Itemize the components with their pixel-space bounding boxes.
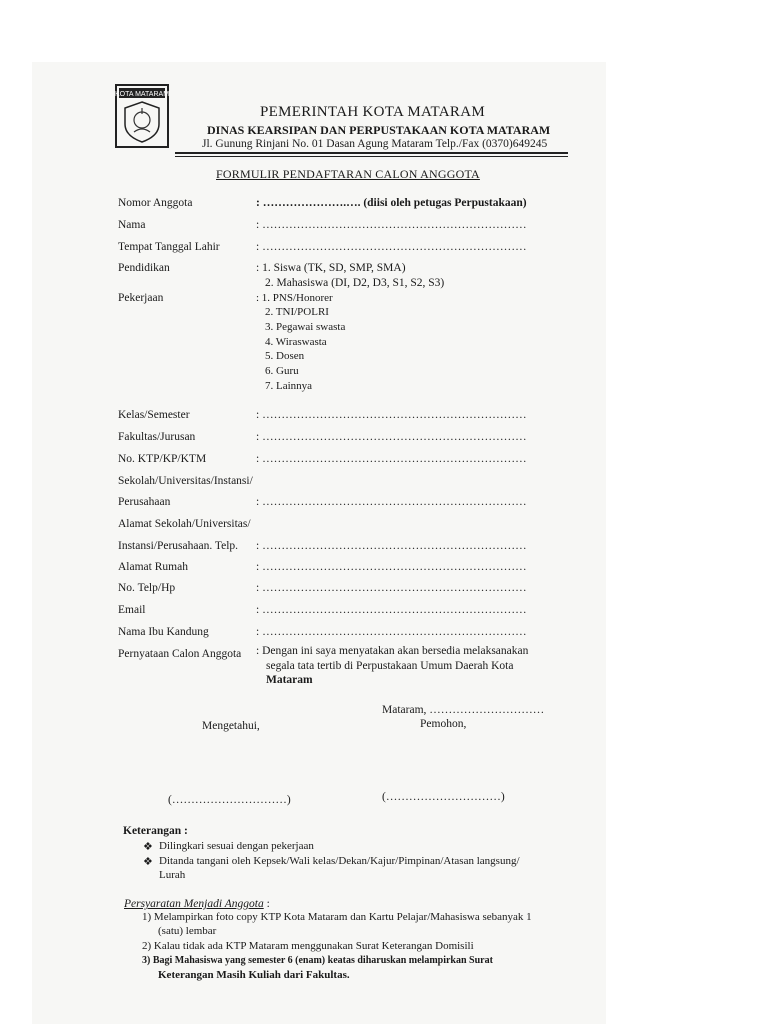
pekerjaan-option: 5. Dosen — [265, 350, 305, 362]
logo-text: KOTA MATARAM — [115, 91, 169, 98]
value-fakultas: : …………………………………………………………… — [256, 431, 527, 443]
header-title: PEMERINTAH KOTA MATARAM — [260, 104, 485, 120]
label-email: Email — [118, 604, 146, 616]
persyaratan-title-line — [124, 898, 270, 910]
pekerjaan-option: 2. TNI/POLRI — [265, 306, 329, 318]
header-subtitle: DINAS KEARSIPAN DAN PERPUSTAKAAN KOTA MATARAM — [207, 123, 551, 137]
label-telp: No. Telp/Hp — [118, 582, 176, 594]
header-rule-thin — [175, 156, 568, 157]
persyaratan-item-1-continued: (satu) lembar — [158, 925, 217, 937]
label-sekolah-line-1: Sekolah/Universitas/Instansi/ — [118, 475, 253, 487]
signature-right-blank: (…………………………) — [382, 791, 505, 803]
label-kelas: Kelas/Semester — [118, 409, 190, 421]
keterangan-title: Keterangan : — [123, 825, 188, 837]
value-ttl: : …………………………………………………………… — [256, 241, 527, 253]
value-alamat-rumah: : …………………………………………………………… — [256, 561, 527, 573]
label-ttl: Tempat Tanggal Lahir — [118, 241, 220, 253]
persyaratan-title: Persyaratan Menjadi Anggota — [124, 898, 264, 910]
pernyataan-text-2: segala tata tertib di Perpustakaan Umum Daerah Kota — [266, 660, 514, 672]
persyaratan-item-3-continued: Keterangan Masih Kuliah dari Fakultas. — [158, 969, 350, 981]
label-ibu-kandung: Nama Ibu Kandung — [118, 626, 209, 638]
persyaratan-item-3: 3) Bagi Mahasiswa yang semester 6 (enam) keatas diharuskan melampirkan Surat — [142, 955, 493, 966]
place-date: Mataram, ………………………… — [382, 704, 545, 716]
persyaratan-item-1: 1) Melampirkan foto copy KTP Kota Mataram dan Kartu Pelajar/Mahasiswa sebanyak 1 — [142, 911, 532, 923]
keterangan-item: Dilingkari sesuai dengan pekerjaan — [159, 840, 314, 852]
value-telp: : …………………………………………………………… — [256, 582, 527, 594]
header-address: Jl. Gunung Rinjani No. 01 Dasan Agung Mataram Telp./Fax (0370)649245 — [202, 138, 548, 150]
pernyataan-text: : Dengan ini saya menyatakan akan bersedia melaksanakan — [256, 645, 529, 657]
persyaratan-colon: : — [263, 898, 270, 910]
value-nomor-anggota: : ………………….…. (diisi oleh petugas Perpustakaan) — [256, 197, 527, 209]
pekerjaan-option: 4. Wiraswasta — [265, 336, 327, 348]
label-nama: Nama — [118, 219, 146, 231]
persyaratan-item-2: 2) Kalau tidak ada KTP Mataram menggunakan Surat Keterangan Domisili — [142, 940, 474, 952]
pendidikan-option-1: : 1. Siswa (TK, SD, SMP, SMA) — [256, 262, 406, 274]
label-nomor-anggota: Nomor Anggota — [118, 197, 193, 209]
label-pendidikan: Pendidikan — [118, 262, 170, 274]
label-ktp: No. KTP/KP/KTM — [118, 453, 207, 465]
label-fakultas: Fakultas/Jurusan — [118, 431, 196, 443]
value-alamat-sekolah: : …………………………………………………………… — [256, 540, 527, 552]
label-alamat-sekolah-line-1: Alamat Sekolah/Universitas/ — [118, 518, 251, 530]
keterangan-item: Ditanda tangani oleh Kepsek/Wali kelas/Dekan/Kajur/Pimpinan/Atasan langsung/ — [159, 855, 520, 867]
diamond-bullet-icon: ❖ — [143, 856, 153, 868]
mengetahui-label: Mengetahui, — [202, 720, 260, 732]
header-rule-thick — [175, 152, 568, 154]
diamond-bullet-icon: ❖ — [143, 841, 153, 853]
value-nama: : …………………………………………………………… — [256, 219, 527, 231]
label-alamat-rumah: Alamat Rumah — [118, 561, 188, 573]
label-alamat-sekolah-line-2: Instansi/Perusahaan. Telp. — [118, 540, 239, 552]
pekerjaan-option: 6. Guru — [265, 365, 299, 377]
label-perusahaan: Perusahaan — [118, 496, 171, 508]
signature-left-blank: (…………………………) — [168, 794, 291, 806]
keterangan-item-continued: Lurah — [159, 869, 186, 881]
value-email: : …………………………………………………………… — [256, 604, 527, 616]
form-title: FORMULIR PENDAFTARAN CALON ANGGOTA — [216, 167, 480, 181]
value-perusahaan: : …………………………………………………………… — [256, 496, 527, 508]
city-logo — [115, 84, 169, 148]
pekerjaan-option-1: : 1. PNS/Honorer — [256, 292, 333, 304]
pekerjaan-option: 3. Pegawai swasta — [265, 321, 346, 333]
label-pekerjaan: Pekerjaan — [118, 292, 164, 304]
pemohon-label: Pemohon, — [420, 718, 467, 730]
value-ktp: : …………………………………………………………… — [256, 453, 527, 465]
value-ibu-kandung: : …………………………………………………………… — [256, 626, 527, 638]
pendidikan-option-2: 2. Mahasiswa (DI, D2, D3, S1, S2, S3) — [265, 277, 445, 289]
pekerjaan-option: 7. Lainnya — [265, 380, 313, 392]
value-kelas: : …………………………………………………………… — [256, 409, 527, 421]
label-pernyataan: Pernyataan Calon Anggota — [118, 648, 242, 660]
pernyataan-text-3: Mataram — [266, 674, 313, 686]
